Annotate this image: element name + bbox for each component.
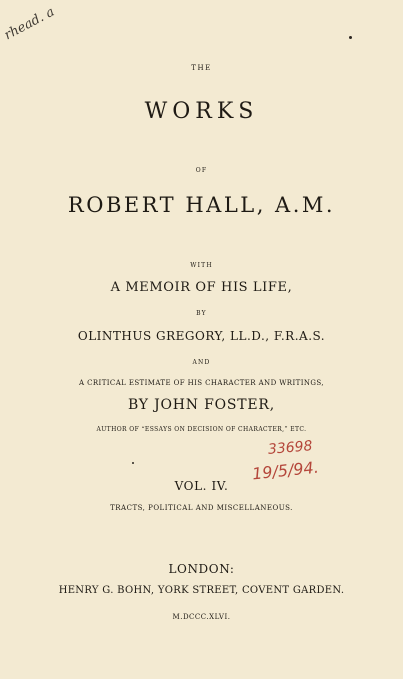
ink-speck [349,36,352,39]
pencil-annotation: rhead. a [2,4,58,44]
critical-estimate: A CRITICAL ESTIMATE OF HIS CHARACTER AND WRITINGS, [79,379,324,387]
title-article: THE [191,64,212,72]
ink-speck-2 [132,462,134,464]
memoir-title: A MEMOIR OF HIS LIFE, [110,280,293,295]
title-of: OF [195,167,208,174]
imprint-publisher: HENRY G. BOHN, YORK STREET, COVENT GARDEN. [58,585,345,596]
estimate-author-note: AUTHOR OF “ESSAYS ON DECISION OF CHARACTER,” ETC. [96,426,307,433]
memoir-with: WITH [190,262,213,269]
memoir-by: BY [196,310,207,317]
volume-number: VOL. IV. [174,479,229,493]
memoir-author: OLINTHUS GREGORY, LL.D., F.R.A.S. [77,329,326,343]
title-works: WORKS [144,99,259,124]
volume-contents: TRACTS, POLITICAL AND MISCELLANEOUS. [110,504,293,512]
author-name: ROBERT HALL, A.M. [67,193,336,217]
imprint-city: LONDON: [168,562,235,576]
imprint-year: M.DCCC.XLVI. [172,613,231,621]
memoir-and: AND [192,359,211,366]
accession-date: 19/5/94. [251,457,320,484]
estimate-author: BY JOHN FOSTER, [127,397,276,413]
accession-number: 33698 [267,438,314,458]
